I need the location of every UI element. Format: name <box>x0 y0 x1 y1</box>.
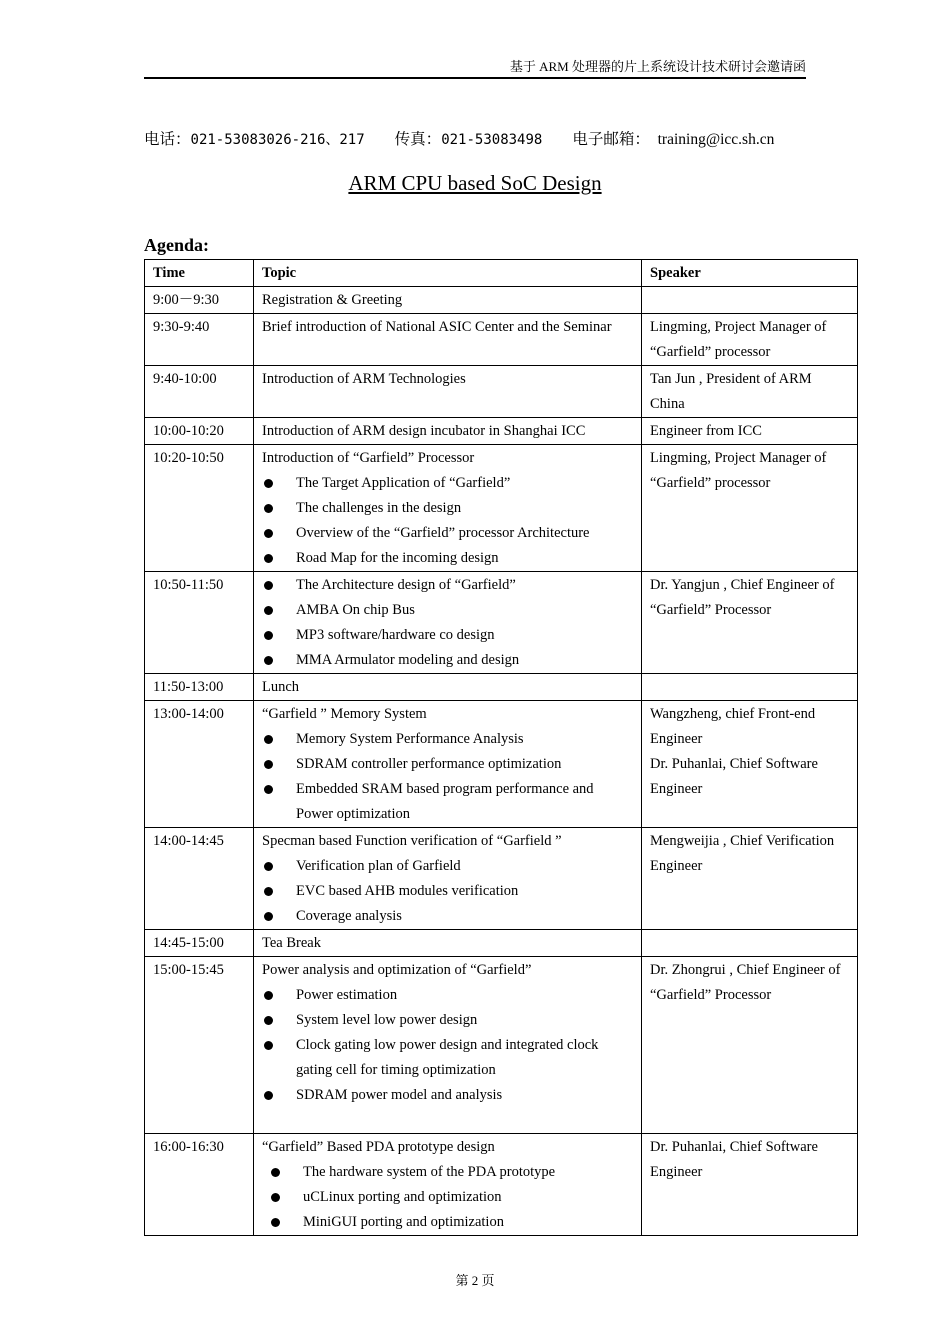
bullet-item: The Architecture design of “Garfield” <box>262 573 633 598</box>
topic-cell <box>254 1134 642 1236</box>
speaker-cell: Engineer from ICC <box>642 418 858 445</box>
topic-bullet-list <box>262 727 633 827</box>
bullet-item: MiniGUI porting and optimization <box>262 1210 633 1235</box>
phone-number: 021-53083026-216、217 <box>190 132 365 148</box>
bullet-item: Embedded SRAM based program performance and Power optimization <box>262 777 633 827</box>
table-row <box>145 572 858 674</box>
contact-line <box>144 127 824 149</box>
agenda-table <box>144 259 858 1236</box>
speaker-cell <box>642 287 858 314</box>
page-number: 第 2 页 <box>455 1273 495 1288</box>
email-address[interactable]: training@icc.sh.cn <box>657 131 775 148</box>
speaker-cell: Lingming, Project Manager of “Garfield” processor <box>642 445 858 572</box>
topic-bullet-list <box>262 854 633 929</box>
running-header: 基于 ARM 处理器的片上系统设计技术研讨会邀请函 <box>144 56 806 79</box>
bullet-item: EVC based AHB modules verification <box>262 879 633 904</box>
table-row <box>145 445 858 572</box>
time-cell: 9:30-9:40 <box>145 314 254 366</box>
topic-title: “Garfield ” Memory System <box>262 706 427 722</box>
speaker-cell <box>642 930 858 957</box>
time-cell: 10:00-10:20 <box>145 418 254 445</box>
fax-label: 传真： <box>394 131 442 148</box>
topic-cell <box>254 572 642 674</box>
bullet-item: SDRAM power model and analysis <box>262 1083 633 1108</box>
table-row <box>145 828 858 930</box>
topic-title: Power analysis and optimization of “Garfield” <box>262 962 532 978</box>
speaker-cell: Dr. Zhongrui , Chief Engineer of “Garfield” Processor <box>642 957 858 1134</box>
table-row <box>145 1134 858 1236</box>
table-row <box>145 418 858 445</box>
phone-label: 电话： <box>144 131 191 148</box>
time-cell: 16:00-16:30 <box>145 1134 254 1236</box>
bullet-item: Road Map for the incoming design <box>262 546 633 571</box>
bullet-item: Coverage analysis <box>262 904 633 929</box>
topic-bullet-list <box>262 573 633 673</box>
column-header-time: Time <box>145 260 254 287</box>
time-cell: 14:45-15:00 <box>145 930 254 957</box>
speaker-cell: Tan Jun , President of ARM China <box>642 366 858 418</box>
topic-cell: Registration & Greeting <box>254 287 642 314</box>
topic-cell <box>254 957 642 1134</box>
table-header-row <box>145 260 858 287</box>
topic-cell <box>254 828 642 930</box>
topic-cell: Brief introduction of National ASIC Center and the Seminar <box>254 314 642 366</box>
column-header-topic: Topic <box>254 260 642 287</box>
speaker-name: Wangzheng, chief Front-end Engineer <box>650 706 816 747</box>
bullet-item: uCLinux porting and optimization <box>262 1185 633 1210</box>
topic-cell: Introduction of ARM design incubator in Shanghai ICC <box>254 418 642 445</box>
topic-bullet-list <box>262 471 633 571</box>
time-cell: 15:00-15:45 <box>145 957 254 1134</box>
topic-title: “Garfield” Based PDA prototype design <box>262 1139 495 1155</box>
topic-title: Specman based Function verification of “Garfield ” <box>262 833 562 849</box>
table-row <box>145 287 858 314</box>
bullet-item: MP3 software/hardware co design <box>262 623 633 648</box>
time-cell: 9:00－9:30 <box>145 287 254 314</box>
bullet-item: Clock gating low power design and integrated clock gating cell for timing optimization <box>262 1033 633 1083</box>
time-cell: 10:20-10:50 <box>145 445 254 572</box>
topic-cell: Introduction of ARM Technologies <box>254 366 642 418</box>
topic-cell <box>254 445 642 572</box>
bullet-item: The Target Application of “Garfield” <box>262 471 633 496</box>
bullet-item: The challenges in the design <box>262 496 633 521</box>
topic-bullet-list <box>262 1160 633 1235</box>
column-header-speaker: Speaker <box>642 260 858 287</box>
topic-cell <box>254 701 642 828</box>
document-title: ARM CPU based SoC Design <box>348 171 602 195</box>
speaker-name: Dr. Puhanlai, Chief Software Engineer <box>650 756 818 797</box>
speaker-cell: Dr. Yangjun , Chief Engineer of “Garfield” Processor <box>642 572 858 674</box>
table-row <box>145 930 858 957</box>
bullet-item: MMA Armulator modeling and design <box>262 648 633 673</box>
bullet-item: System level low power design <box>262 1008 633 1033</box>
topic-cell: Tea Break <box>254 930 642 957</box>
topic-cell: Lunch <box>254 674 642 701</box>
table-row <box>145 366 858 418</box>
bullet-item: Overview of the “Garfield” processor Architecture <box>262 521 633 546</box>
speaker-cell: Mengweijia , Chief Verification Engineer <box>642 828 858 930</box>
email-label: 电子邮箱： <box>572 131 650 148</box>
speaker-cell <box>642 701 858 828</box>
speaker-cell: Dr. Puhanlai, Chief Software Engineer <box>642 1134 858 1236</box>
bullet-item: The hardware system of the PDA prototype <box>262 1160 633 1185</box>
bullet-item: SDRAM controller performance optimization <box>262 752 633 777</box>
bullet-item: Power estimation <box>262 983 633 1008</box>
bullet-item: Verification plan of Garfield <box>262 854 633 879</box>
time-cell: 9:40-10:00 <box>145 366 254 418</box>
table-row <box>145 701 858 828</box>
time-cell: 11:50-13:00 <box>145 674 254 701</box>
time-cell: 13:00-14:00 <box>145 701 254 828</box>
table-row <box>145 314 858 366</box>
speaker-cell: Lingming, Project Manager of “Garfield” processor <box>642 314 858 366</box>
topic-title: Introduction of “Garfield” Processor <box>262 450 475 466</box>
bullet-item: Memory System Performance Analysis <box>262 727 633 752</box>
topic-bullet-list <box>262 983 633 1108</box>
time-cell: 10:50-11:50 <box>145 572 254 674</box>
speaker-cell <box>642 674 858 701</box>
bullet-item: AMBA On chip Bus <box>262 598 633 623</box>
fax-number: 021-53083498 <box>441 132 543 148</box>
agenda-heading: Agenda: <box>144 235 210 255</box>
time-cell: 14:00-14:45 <box>145 828 254 930</box>
table-row <box>145 957 858 1134</box>
table-row <box>145 674 858 701</box>
